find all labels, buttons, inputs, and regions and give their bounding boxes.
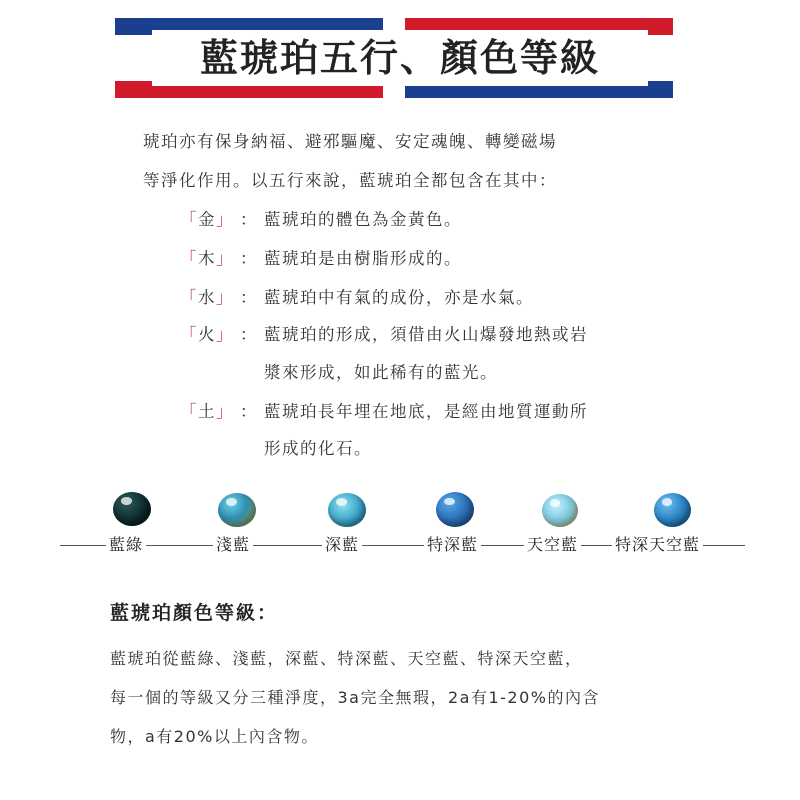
- bead-extra-deep-sky-blue: [654, 493, 691, 527]
- bracket-open: 「: [180, 210, 198, 229]
- element-row-fire: [180, 321, 234, 345]
- scale-label-deep-blue: 深藍: [322, 534, 362, 556]
- scale-label-teal-green: 藍綠: [106, 534, 146, 556]
- element-colon: ：: [240, 402, 258, 421]
- element-colon: ：: [240, 288, 258, 307]
- scale-label-extra-deep-blue: 特深藍: [424, 534, 481, 556]
- element-desc-water: 藍琥珀中有氣的成份，亦是水氣。: [264, 288, 534, 307]
- bracket-close: 」: [216, 210, 234, 229]
- bracket-close: 」: [216, 288, 234, 307]
- element-name: 木: [198, 249, 216, 268]
- element-name: 金: [198, 210, 216, 229]
- bracket-open: 「: [180, 249, 198, 268]
- bead-teal-green: [113, 492, 151, 526]
- grade-line-2: 每一個的等級又分三種淨度，3a完全無瑕，2a有1-20%的內含: [110, 688, 600, 707]
- bracket-close: 」: [216, 249, 234, 268]
- scale-label-light-blue: 淺藍: [213, 534, 253, 556]
- element-desc-fire-line-2: 漿來形成，如此稀有的藍光。: [264, 363, 498, 382]
- bead-deep-blue: [328, 493, 366, 527]
- element-row-earth: [180, 398, 234, 422]
- element-row-metal: [180, 206, 234, 230]
- element-name: 土: [198, 402, 216, 421]
- intro-line-1: 琥珀亦有保身納福、避邪驅魔、安定魂魄、轉變磁場: [143, 132, 557, 151]
- scale-label-sky-blue: 天空藍: [524, 534, 581, 556]
- bracket-open: 「: [180, 325, 198, 344]
- page-title: 藍琥珀五行、顏色等級: [199, 35, 600, 80]
- element-desc-wood: 藍琥珀是由樹脂形成的。: [264, 249, 462, 268]
- bracket-open: 「: [180, 288, 198, 307]
- element-row-water: [180, 284, 234, 308]
- grade-line-1: 藍琥珀從藍綠、淺藍，深藍、特深藍、天空藍、特深天空藍，: [110, 649, 583, 668]
- element-colon: ：: [240, 210, 258, 229]
- grade-line-3: 物，a有20%以上內含物。: [110, 727, 319, 746]
- element-colon: ：: [240, 249, 258, 268]
- scale-label-extra-deep-sky-blue: 特深天空藍: [612, 534, 703, 556]
- bracket-close: 」: [216, 325, 234, 344]
- bracket-open: 「: [180, 402, 198, 421]
- element-desc-earth-line-2: 形成的化石。: [264, 439, 372, 458]
- bracket-close: 」: [216, 402, 234, 421]
- grade-heading: 藍琥珀顏色等級：: [110, 602, 279, 624]
- element-colon: ：: [240, 325, 258, 344]
- element-name: 水: [198, 288, 216, 307]
- bead-light-blue: [218, 493, 256, 527]
- bead-sky-blue: [542, 494, 578, 527]
- element-desc-fire-line-1: 藍琥珀的形成，須借由火山爆發地熱或岩: [264, 325, 588, 344]
- element-desc-earth-line-1: 藍琥珀長年埋在地底，是經由地質運動所: [264, 402, 588, 421]
- intro-line-2: 等淨化作用。以五行來說，藍琥珀全都包含在其中：: [143, 171, 557, 190]
- element-name: 火: [198, 325, 216, 344]
- bead-extra-deep-blue: [436, 492, 474, 527]
- element-row-wood: [180, 245, 234, 269]
- element-desc-metal: 藍琥珀的體色為金黃色。: [264, 210, 462, 229]
